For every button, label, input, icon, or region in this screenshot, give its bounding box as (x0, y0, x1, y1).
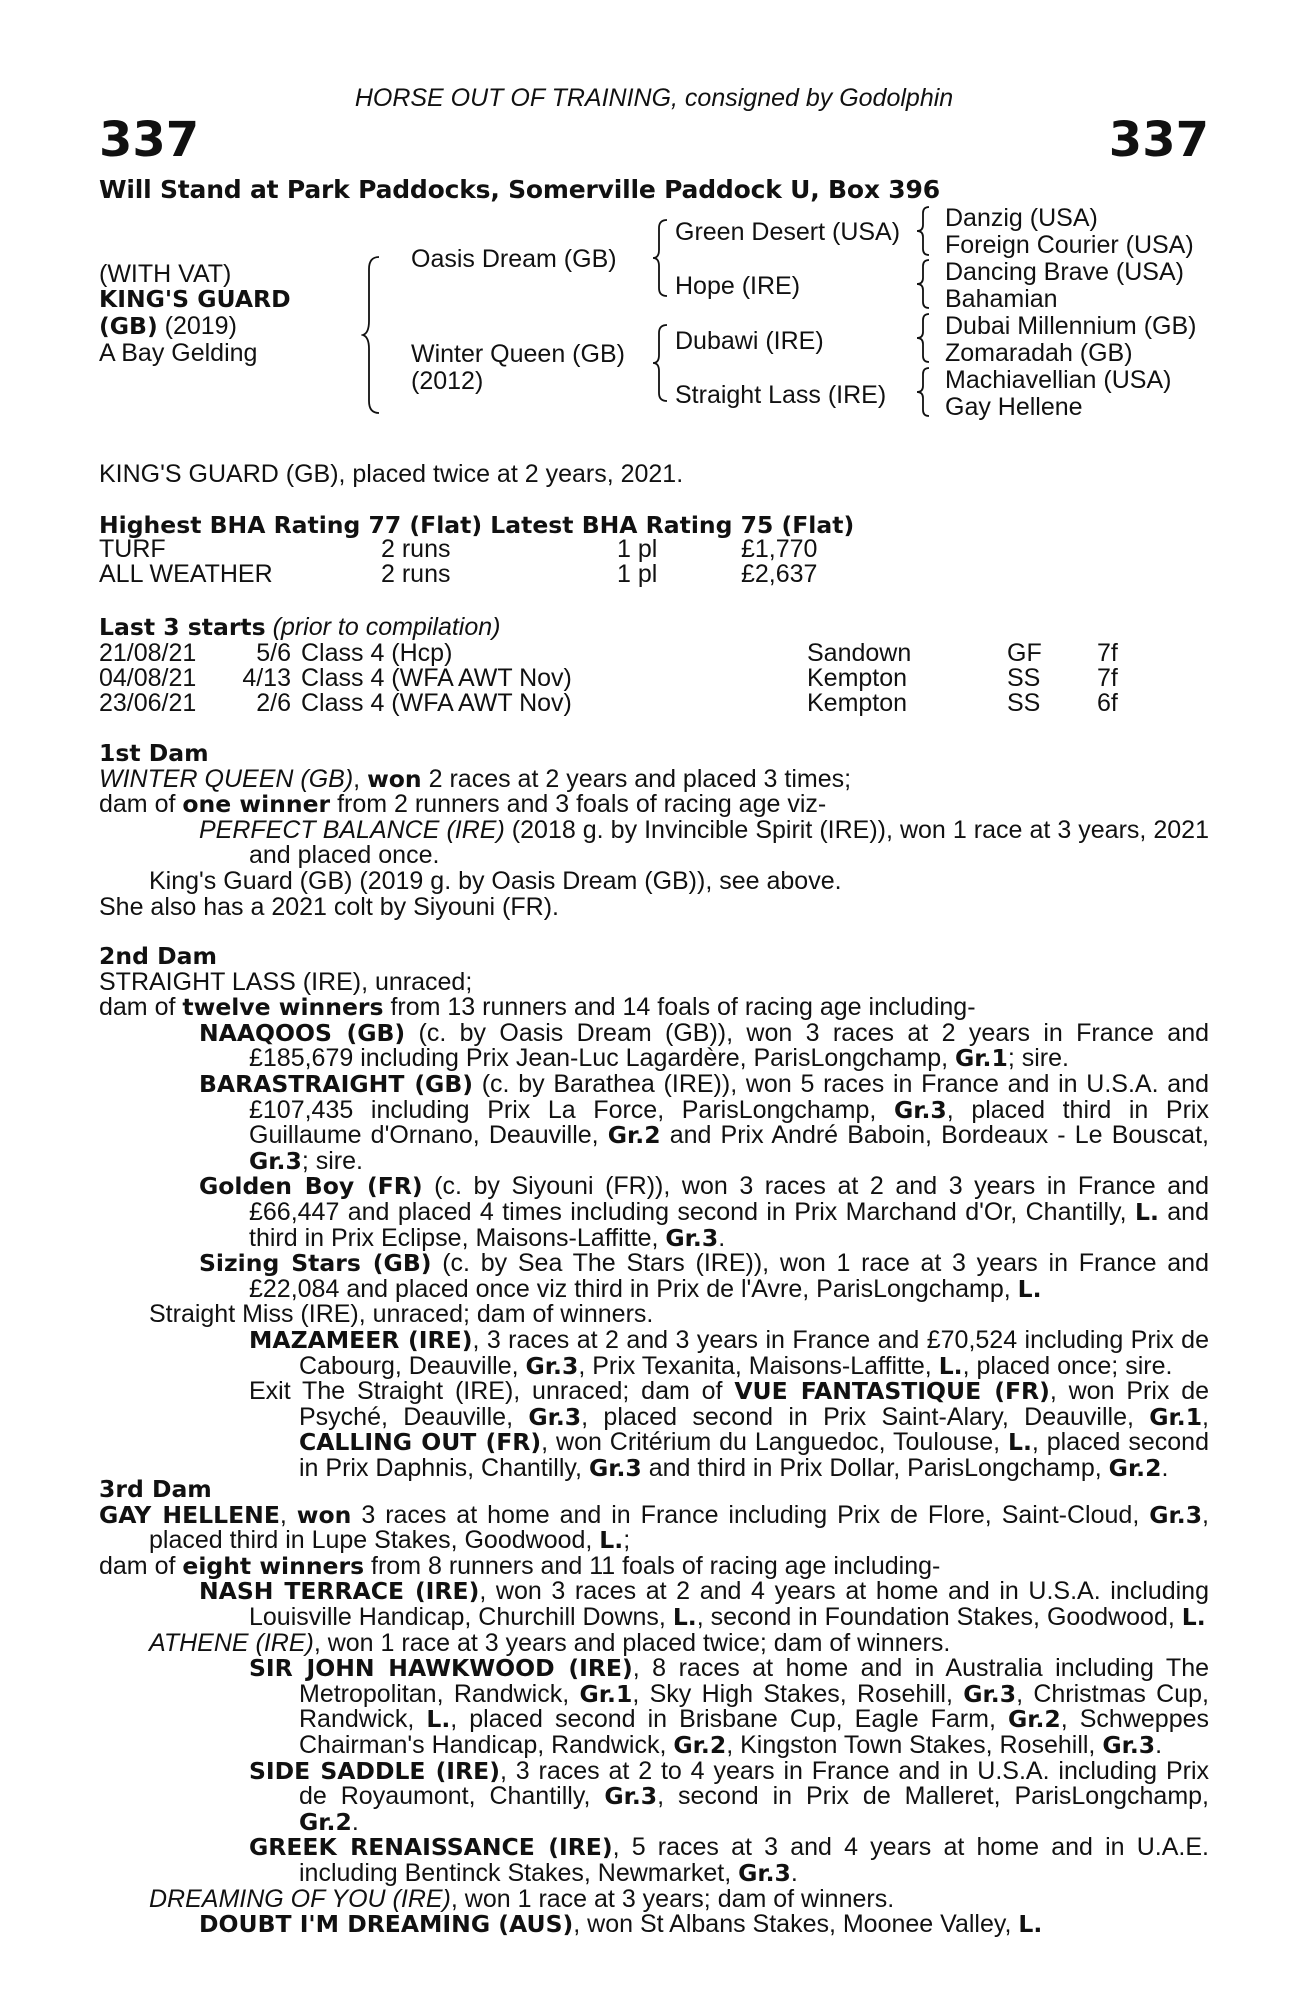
catalogue-page (99, 0, 1209, 2000)
second-dam-section (99, 944, 1209, 1481)
start-3-date: 23/06/21 (99, 689, 197, 717)
rating-earnings-turf: £1,770 (741, 535, 818, 563)
pedigree-dam: Winter Queen (GB) (411, 340, 625, 368)
pedigree-sire: Oasis Dream (GB) (411, 245, 617, 273)
start-2-pos: 4/13 (242, 664, 291, 692)
pedigree-dam-year: (2012) (411, 367, 484, 395)
horse-description: A Bay Gelding (99, 339, 258, 367)
third-dam-progeny-dreaming-of-you: DREAMING OF YOU (IRE), won 1 race at 3 years; dam of winners. (149, 1884, 895, 1913)
pedigree-gen3-7: Machiavellian (USA) (945, 366, 1172, 394)
horse-name: KING'S GUARD (99, 285, 291, 313)
first-dam-line: WINTER QUEEN (GB), won 2 races at 2 years and placed 3 times; (99, 764, 852, 793)
start-2-race: Class 4 (WFA AWT Nov) (301, 664, 572, 692)
rating-placed-turf: 1 pl (617, 535, 658, 563)
start-3-pos: 2/6 (256, 689, 291, 717)
start-1-race: Class 4 (Hcp) (301, 639, 453, 667)
pedigree-sire-dam: Hope (IRE) (675, 272, 801, 300)
rating-heading: Highest BHA Rating 77 (Flat) Latest BHA Rating 75 (Flat) (99, 511, 855, 539)
second-dam-line: STRAIGHT LASS (IRE), unraced; (99, 967, 473, 996)
second-dam-progeny-golden-boy: Golden Boy (FR) (c. by Siyouni (FR)), won 3 races at 2 and 3 years in France and £66,447 and placed 4 times including second in Prix Marchand d'Or, Chantilly, L. and third in Prix Eclipse, Maisons-Laffitte, Gr.3. (199, 1172, 1209, 1252)
third-dam-heading: 3rd Dam (99, 1475, 212, 1503)
third-dam-grandprogeny-greek-renaissance: GREEK RENAISSANCE (IRE), 5 races at 3 and 4 years at home and in U.A.E. including Bentinck Stakes, Newmarket, Gr.3. (249, 1833, 1209, 1887)
vat-note: (WITH VAT) (99, 260, 232, 288)
last-starts-heading: Last 3 starts (prior to compilation) (99, 613, 501, 641)
pedigree-sire-sire: Green Desert (USA) (675, 218, 901, 246)
third-dam-grandprogeny-side-saddle: SIDE SADDLE (IRE), 3 races at 2 to 4 years in France and in U.S.A. including Prix de Royaumont, Chantilly, Gr.3, second in Prix de Malleret, ParisLongchamp, Gr.2. (249, 1756, 1209, 1836)
rating-runs-turf: 2 runs (381, 535, 451, 563)
start-3-race: Class 4 (WFA AWT Nov) (301, 689, 572, 717)
sire-dam-brace (361, 255, 383, 415)
second-dam-produce-line: dam of twelve winners from 13 runners and 14 foals of racing age including- (99, 993, 976, 1022)
start-3-going: SS (1007, 689, 1041, 717)
pedigree-gen3-5: Dubai Millennium (GB) (945, 312, 1197, 340)
gen3-brace-3 (915, 312, 933, 364)
start-2-going: SS (1007, 664, 1041, 692)
gen3-brace-4 (915, 366, 933, 418)
first-dam-heading: 1st Dam (99, 739, 209, 767)
rating-surface-turf: TURF (99, 535, 166, 563)
first-dam-produce-line: dam of one winner from 2 runners and 3 foals of racing age viz- (99, 790, 827, 819)
pedigree-dam-dam: Straight Lass (IRE) (675, 381, 887, 409)
second-dam-progeny-straight-miss: Straight Miss (IRE), unraced; dam of winners. (149, 1300, 654, 1329)
first-dam-progeny-3: She also has a 2021 colt by Siyouni (FR). (99, 892, 559, 921)
third-dam-grandprogeny-doubt-im-dreaming: DOUBT I'M DREAMING (AUS), won St Albans Stakes, Moonee Valley, L. (199, 1910, 1043, 1939)
racing-summary: KING'S GUARD (GB), placed twice at 2 years, 2021. (99, 460, 684, 488)
first-dam-section (99, 741, 1209, 920)
gen3-brace-2 (915, 258, 933, 310)
third-dam-progeny-athene: ATHENE (IRE), won 1 race at 3 years and placed twice; dam of winners. (149, 1628, 951, 1657)
pedigree-gen3-8: Gay Hellene (945, 393, 1083, 421)
second-dam-heading: 2nd Dam (99, 942, 217, 970)
second-dam-progeny-naaqoos: NAAQOOS (GB) (c. by Oasis Dream (GB)), won 3 races at 2 years in France and £185,679 including Prix Jean-Luc Lagardère, ParisLongchamp, Gr.1; sire. (199, 1018, 1209, 1073)
pedigree-gen3-4: Bahamian (945, 285, 1058, 313)
horse-origin: (GB) (2019) (99, 312, 237, 340)
rating-placed-aw: 1 pl (617, 560, 658, 588)
start-1-course: Sandown (807, 639, 912, 667)
start-2-course: Kempton (807, 664, 908, 692)
start-3-distance: 6f (1097, 689, 1118, 717)
stand-location: Will Stand at Park Paddocks, Somerville Paddock U, Box 396 (99, 175, 940, 204)
start-2-date: 04/08/21 (99, 664, 197, 692)
second-dam-progeny-sizing-stars: Sizing Stars (GB) (c. by Sea The Stars (IRE)), won 1 race at 3 years in France and £22,084 and placed once viz third in Prix de l'Avre, ParisLongchamp, L. (199, 1249, 1209, 1303)
start-1-distance: 7f (1097, 639, 1118, 667)
rating-surface-aw: ALL WEATHER (99, 560, 273, 588)
dam-brace (651, 323, 671, 403)
third-dam-produce-line: dam of eight winners from 8 runners and 11 foals of racing age including- (99, 1551, 941, 1580)
consignment-title: HORSE OUT OF TRAINING, consigned by Godolphin (354, 84, 954, 112)
sire-brace (651, 218, 671, 298)
start-2-distance: 7f (1097, 664, 1118, 692)
rating-runs-aw: 2 runs (381, 560, 451, 588)
pedigree-gen3-2: Foreign Courier (USA) (945, 231, 1194, 259)
start-1-going: GF (1007, 639, 1042, 667)
rating-earnings-aw: £2,637 (741, 560, 818, 588)
second-dam-grandprogeny-mazameer: MAZAMEER (IRE), 3 races at 2 and 3 years in France and £70,524 including Prix de Cabourg, Deauville, Gr.3, Prix Texanita, Maisons-Laffitte, L., placed once; sire. (249, 1325, 1209, 1380)
pedigree-dam-sire: Dubawi (IRE) (675, 327, 824, 355)
start-1-pos: 5/6 (256, 639, 291, 667)
third-dam-line: GAY HELLENE, won 3 races at home and in France including Prix de Flore, Saint-Cloud, Gr.3, placed third in Lupe Stakes, Goodwood, L.; (99, 1500, 1209, 1555)
third-dam-section (99, 1477, 1209, 1938)
lot-number-left: 337 (99, 112, 200, 168)
start-1-date: 21/08/21 (99, 639, 197, 667)
gen3-brace-1 (915, 205, 933, 257)
second-dam-progeny-barastraight: BARASTRAIGHT (GB) (c. by Barathea (IRE)), won 5 races in France and in U.S.A. and £107,435 including Prix La Force, ParisLongchamp, Gr.3, placed third in Prix Guillaume d'Ornano, Deauville, Gr.2 and Prix André Baboin, Bordeaux - Le Bouscat, Gr.3; sire. (199, 1069, 1209, 1175)
pedigree-gen3-3: Dancing Brave (USA) (945, 258, 1184, 286)
third-dam-progeny-nash-terrace: NASH TERRACE (IRE), won 3 races at 2 and 4 years at home and in U.S.A. including Louisville Handicap, Churchill Downs, L., second in Foundation Stakes, Goodwood, L. (199, 1577, 1209, 1631)
pedigree-gen3-1: Danzig (USA) (945, 204, 1098, 232)
first-dam-progeny-1: PERFECT BALANCE (IRE) (2018 g. by Invincible Spirit (IRE)), won 1 race at 3 years, 2021 and placed once. (199, 815, 1209, 870)
first-dam-progeny-2: King's Guard (GB) (2019 g. by Oasis Dream (GB)), see above. (149, 866, 842, 895)
start-3-course: Kempton (807, 689, 908, 717)
second-dam-grandprogeny-exit-the-straight: Exit The Straight (IRE), unraced; dam of VUE FANTASTIQUE (FR), won Prix de Psyché, Deauville, Gr.3, placed second in Prix Saint-Alary, Deauville, Gr.1, CALLING OUT (FR), won Critérium du Languedoc, Toulouse, L., placed second in Prix Daphnis, Chantilly, Gr.3 and third in Prix Dollar, ParisLongchamp, Gr.2. (249, 1377, 1210, 1482)
pedigree-gen3-6: Zomaradah (GB) (945, 339, 1133, 367)
lot-number-right: 337 (1108, 112, 1209, 168)
third-dam-grandprogeny-sir-john-hawkwood: SIR JOHN HAWKWOOD (IRE), 8 races at home and in Australia including The Metropolitan, Randwick, Gr.1, Sky High Stakes, Rosehill, Gr.3, Christmas Cup, Randwick, L., placed second in Brisbane Cup, Eagle Farm, Gr.2, Schweppes Chairman's Handicap, Randwick, Gr.2, Kingston Town Stakes, Rosehill, Gr.3. (249, 1654, 1209, 1759)
